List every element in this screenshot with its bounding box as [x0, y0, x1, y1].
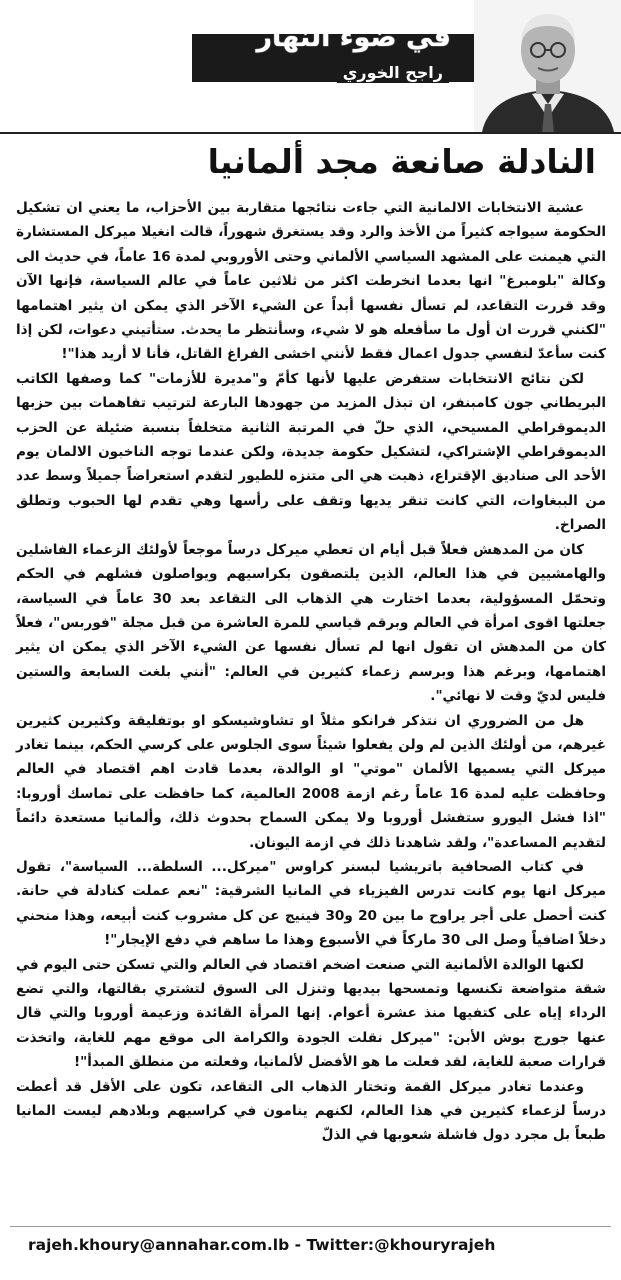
footer-divider: [10, 1226, 611, 1227]
article-paragraph: في كتاب الصحافية باتريشيا لبسنر كراوس "ميركل... السلطة... السياسة"، تقول ميركل انها يوم كانت تدرس الفيزياء في المانيا الشرقية: "نعم عملت كنادلة في حانة. كنت أحصل على أجر يراوح ما بين 20 و30 فينيج عن كل مشروب كنت أبيعه، وهذا منحني دخلاً اضافياً وصل الى 30 ماركاً في الأسبوع وهذا ما ساهم في دفع الإيجار"!: [16, 858, 606, 949]
author-contact: rajeh.khoury@annahar.com.lb - Twitter:@khouryrajeh: [28, 1236, 496, 1254]
column-header: [0, 0, 621, 134]
article-footer: [0, 1226, 621, 1280]
article-body: [16, 196, 606, 1148]
article-paragraph: وعندما تغادر ميركل القمة وتختار الذهاب الى التقاعد، تكون على الأقل قد أعطت درساً لزعماء كثيرين في هذا العالم، لكنهم ينامون في كراسيهم وبلادهم ليست المانيا طبعاً بل مجرد دول فاشلة شعوبها في الذلّ: [16, 1078, 606, 1144]
article-paragraph: لكن نتائج الانتخابات ستفرض عليها لأنها كأمّ و"مديرة للأزمات" كما وصفها الكاتب البريطاني جون كامبنفر، ان تبذل المزيد من جهودها البارعة لترتيب تفاهمات بين حزبها الديموقراطي المسيحي، الذي حلّ في المرتبة الثانية متخلفاً بنسبة ضئيلة عن الحزب الديموقراطي الإشتراكي، لتشكيل حكومة جديدة، ولكن عندما توجه الناخبون الالمان يوم الأحد الى صناديق الإقتراع، ذهبت هي الى متنزه للطيور لتقدم استعراضاً جميلاً وسط عدد من الببغاوات، التي كانت تنقر يديها وتقف على رأسها وهي تقدم لها الحبوب وتطلق الصراخ.: [16, 370, 606, 534]
article-headline: النادلة صانعة مجد ألمانيا: [207, 142, 596, 181]
author-portrait: [474, 0, 621, 132]
column-name: في ضوء النهار: [256, 22, 451, 53]
author-name: راجح الخوري: [337, 62, 449, 83]
article-paragraph: لكنها الوالدة الألمانية التي صنعت اضخم اقتصاد في العالم والتي تسكن حتى اليوم في شقة متواضعة تكنسها وتمسحها بيديها وتنزل الى السوق لتشتري بقالتها، والتي تضع الرداء إياه على كتفيها منذ عشرة أعوام. إنها المرأة القائدة وزعيمة أوروبا والتي قال عنها جورج بوش الأبن: "ميركل نقلت الجودة والكرامة الى موقع مهم للغاية، واتخذت قرارات صعبة للغاية، لقد فعلت ما هو الأفضل لألمانيا، وفعلته من منطلق المبدأ"!: [16, 956, 606, 1071]
article-paragraph: عشية الانتخابات الالمانية التي جاءت نتائجها متقاربة بين الأحزاب، ما يعني ان تشكيل الحكومة سيواجه كثيراً من الأخذ والرد وقد يستغرق شهوراً، قالت انغيلا ميركل المستشارة التي هيمنت على المشهد السياسي الألماني وحتى الأوروبي لمدة 16 عاماً، في حديث الى وكالة "بلومبرغ" انها بعدما انخرطت اكثر من ثلاثين عاماً في عالم السياسة، فإنها الآن وقد قررت التقاعد، لم تسأل نفسها أبداً عن الشيء الآخر الذي يمكن ان يثير اهتمامها "لكنني قررت ان أول ما سأفعله هو لا شيء، وسأنتظر ما يحدث. ستأتيني دعوات، لكن إذا كنت سأعدّ لنفسي جدول اعمال فقط لأنني اخشى الفراغ القاتل، فأنا لا أريد هذا"!: [16, 200, 606, 363]
article-paragraph: كان من المدهش فعلاً قبل أيام ان تعطي ميركل درساً موجعاً لأولئك الزعماء الفاشلين والهامشيين في هذا العالم، الذين يلتصقون بكراسيهم ويواصلون فشلهم في الحكم وتحمّل المسؤولية، بعدما اختارت هي الذهاب الى التقاعد بعد 30 عاماً في السياسة، جعلتها اقوى امرأة في العالم وبرقم قياسي للمرة العاشرة من قبل مجلة "فوربس"، فعلاً كان من المدهش ان تقول انها لم تسأل نفسها عن الشيء الآخر الذي يمكن ان يثير اهتمامها، وبرغم هذا وبرسم زعماء كثيرين في العالم: "أنني بلغت السابعة والستين فليس لديّ وقت لا نهائي".: [16, 541, 606, 705]
article-paragraph: هل من الضروري ان نتذكر فرانكو مثلاً او تشاوشيسكو او بوتفليقة وكثيرين كثيرين غيرهم، من أولئك الذين لم ولن يفعلوا شيئاً سوى الجلوس على كرسي الحكم، بينما تغادر ميركل التي يسميها الألمان "موتي" او الوالدة، بعدما قادت اهم اقتصاد في العالم وحافظت عليه لمدة 16 عاماً رغم ازمة 2008 العالمية، كما حافظت على تماسك أوروبا: "اذا فشل اليورو ستفشل أوروبا ولا يمكن السماح بحدوث ذلك، وألمانيا مستعدة دائماً لتقديم المساعدة"، ولقد شاهدنا ذلك في ازمة اليونان.: [16, 712, 606, 851]
